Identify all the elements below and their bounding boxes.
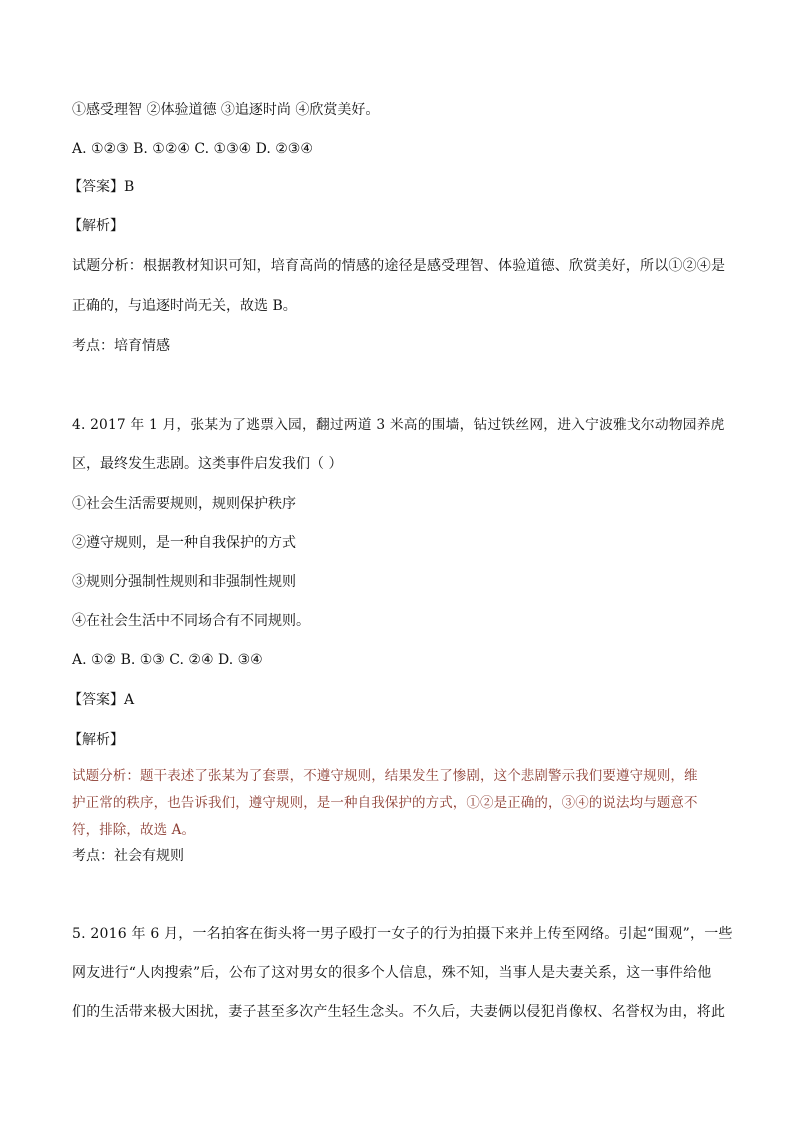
q4-analysis-heading: 【解析】: [68, 732, 124, 748]
q4-option-1: ①社会生活需要规则，规则保护秩序: [72, 496, 296, 512]
q5-stem-line-3: 们的生活带来极大困扰，妻子甚至多次产生轻生念头。不久后，夫妻俩以侵犯肖像权、名誉权为由，将此: [72, 1004, 726, 1020]
q3-analysis-heading: 【解析】: [68, 218, 124, 234]
q4-option-2: ②遵守规则，是一种自我保护的方式: [72, 535, 296, 551]
q3-answer: 【答案】B: [68, 179, 135, 195]
q4-analysis-line-1: 试题分析：题干表述了张某为了套票，不遵守规则，结果发生了惨剧，这个悲剧警示我们要遵守规则，维: [72, 768, 698, 784]
q3-choices: A. ①②③ B. ①②④ C. ①③④ D. ②③④: [72, 141, 313, 157]
q4-answer: 【答案】A: [68, 692, 135, 708]
q4-option-4: ④在社会生活中不同场合有不同规则。: [72, 613, 310, 629]
q3-analysis-line-1: 试题分析：根据教材知识可知，培育高尚的情感的途径是感受理智、体验道德、欣赏美好，所以①②④是: [72, 258, 726, 274]
q4-stem-line-1: 4. 2017 年 1 月，张某为了逃票入园，翻过两道 3 米高的围墙，钻过铁丝网，进入宁波雅戈尔动物园养虎: [72, 417, 725, 433]
q3-options-line: ①感受理智 ②体验道德 ③追逐时尚 ④欣赏美好。: [72, 102, 380, 118]
q4-choices: A. ①② B. ①③ C. ②④ D. ③④: [72, 652, 263, 668]
q4-topic: 考点：社会有规则: [72, 848, 184, 864]
q4-option-3: ③规则分强制性规则和非强制性规则: [72, 574, 296, 590]
q5-stem-line-2: 网友进行“人肉搜索”后，公布了这对男女的很多个人信息，殊不知，当事人是夫妻关系，这一事件给他: [72, 965, 712, 981]
q3-topic: 考点：培育情感: [72, 338, 170, 354]
q4-analysis-line-2: 护正常的秩序，也告诉我们，遵守规则，是一种自我保护的方式，①②是正确的，③④的说法均与题意不: [72, 795, 698, 811]
q4-stem-line-2: 区，最终发生悲剧。这类事件启发我们（ ）: [72, 456, 343, 472]
q4-analysis-line-3: 符，排除，故选 A。: [72, 822, 196, 838]
q5-stem-line-1: 5. 2016 年 6 月，一名拍客在街头将一男子殴打一女子的行为拍摄下来并上传至网络。引起“围观”，一些: [72, 926, 733, 942]
q3-analysis-line-2: 正确的，与追逐时尚无关，故选 B。: [72, 298, 297, 314]
